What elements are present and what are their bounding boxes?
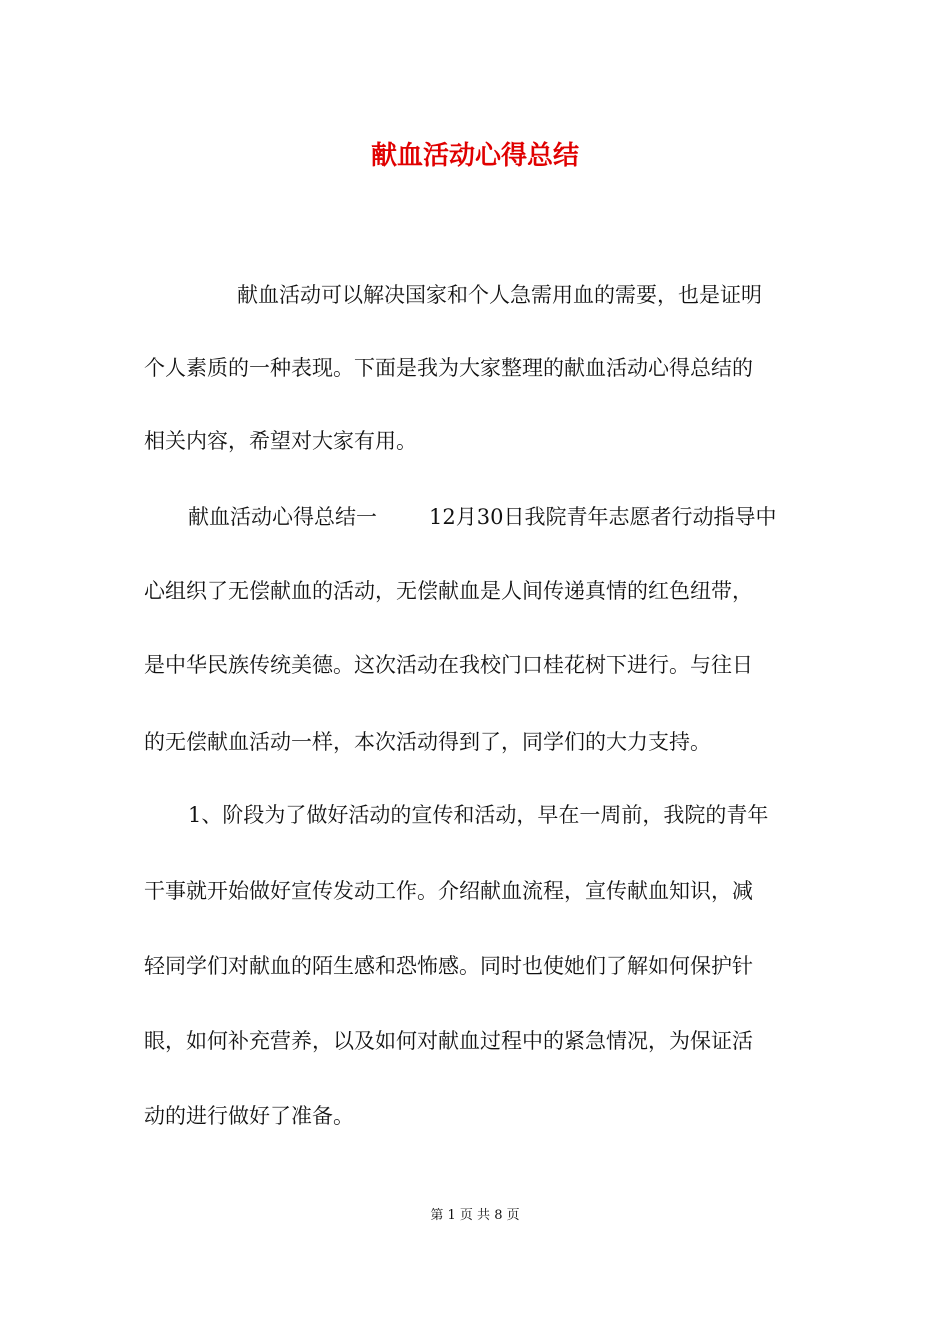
paragraph-line: 心组织了无偿献血的活动，无偿献血是人间传递真情的红色纽带， [144,579,753,603]
paragraph-line: 干事就开始做好宣传发动工作。介绍献血流程，宣传献血知识，减 [144,879,753,903]
document-title: 献血活动心得总结 [370,141,579,171]
paragraph-line: 是中华民族传统美德。这次活动在我校门口桂花树下进行。与往日 [144,653,753,677]
paragraph-text: 12月30日我院青年志愿者行动指导中 [429,505,777,529]
paragraph-line [188,502,858,532]
paragraph-line: 献血活动可以解决国家和个人急需用血的需要，也是证明 [237,283,762,307]
page-number-footer: 第 1 页 共 8 页 [430,1208,520,1223]
paragraph-line: 的无偿献血活动一样，本次活动得到了，同学们的大力支持。 [144,730,711,754]
section-heading: 献血活动心得总结一 [188,505,377,529]
paragraph-line: 1、阶段为了做好活动的宣传和活动，早在一周前，我院的青年 [188,803,769,827]
paragraph-line: 相关内容，希望对大家有用。 [144,429,417,453]
paragraph-line: 轻同学们对献血的陌生感和恐怖感。同时也使她们了解如何保护针 [144,954,753,978]
paragraph-line: 个人素质的一种表现。下面是我为大家整理的献血活动心得总结的 [144,356,753,380]
paragraph-line: 动的进行做好了准备。 [144,1104,354,1128]
paragraph-line: 眼，如何补充营养，以及如何对献血过程中的紧急情况，为保证活 [144,1029,753,1053]
